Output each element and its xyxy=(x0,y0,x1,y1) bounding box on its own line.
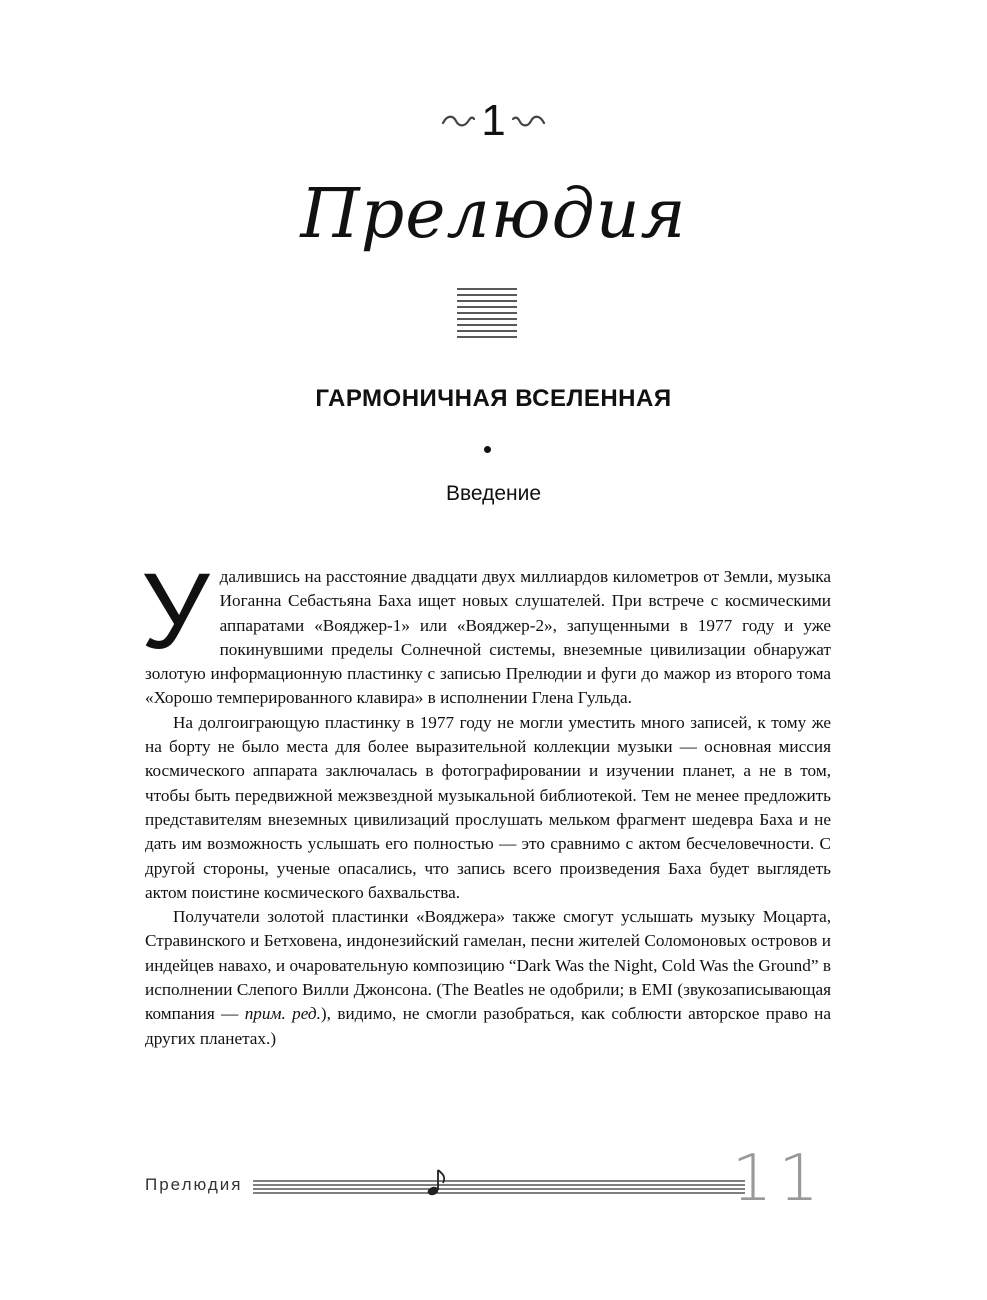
paragraph-1-text: далившись на расстояние двадцати двух миллиардов километров от Земли, музыка Иоганна Себастьяна Баха ищет новых слушателей. При встрече с космическими аппаратами «Вояджер-1» или «Вояджер-2», запущенными в 1977 году и уже покинувшими пределы Солнечной системы, внеземные цивилизации обнаружат золотую информационную пластинку с записью Прелюдии и фуги до мажор из второго тома «Хорошо темперированного клавира» в исполнении Глена Гульда. xyxy=(145,567,831,708)
page-footer xyxy=(145,1142,835,1216)
separator-dot xyxy=(484,446,491,453)
body-text xyxy=(141,550,831,1051)
editor-note: прим. ред. xyxy=(244,1004,321,1024)
music-staff-icon xyxy=(457,288,517,345)
chapter-heading xyxy=(0,95,987,147)
chapter-title: Прелюдия xyxy=(300,175,687,254)
footer-staff-with-note-icon xyxy=(253,1169,745,1204)
section-subtitle: Введение xyxy=(445,482,542,505)
page-number: 11 xyxy=(731,1142,825,1216)
right-swash-ornament xyxy=(512,111,546,131)
drop-cap: У xyxy=(141,550,210,671)
paragraph-1 xyxy=(141,550,831,711)
paragraph-3 xyxy=(145,905,831,1051)
running-title: Прелюдия xyxy=(145,1175,243,1194)
paragraph-2: На долгоиграющую пластинку в 1977 году не могли уместить много записей, к тому же на борту не было места для более выразительной коллекции музыки — основная миссия космического аппарата заключалась в фотографировании и изучении планет, а не в том, чтобы быть передвижной межзвездной музыкальной библиотекой. Тем не менее предложить представителям внеземных цивилизаций прослушать мельком фрагмент шедевра Баха и не дать им возможность услышать его полностью — это сравнимо с актом бесчеловечности. С другой стороны, ученые опасались, что запись всего произведения Баха будет выглядеть актом поистине космического бахвальства. xyxy=(145,712,831,902)
section-title: ГАРМОНИЧНАЯ ВСЕЛЕННАЯ xyxy=(315,385,672,412)
left-swash-ornament xyxy=(441,111,475,131)
paragraph-3-text-a: Получатели золотой пластинки «Вояджера» также смогут услышать музыку Моцарта, Стравинского и Бетховена, индонезийский гамелан, песни жителей Соломоновых островов и индейцев навахо, и очаровательную композицию “Dark Was the Night, Cold Was the Ground” в исполнении Слепого Вилли Джонсона. (The Beatles не одобрили; в EMI (звукозаписывающая компания — xyxy=(145,907,831,1024)
paragraph-3-text-b: ), видимо, не смогли разобраться, как соблюсти авторское право на других планетах.) xyxy=(145,1004,831,1048)
chapter-number: 1 xyxy=(481,96,506,145)
